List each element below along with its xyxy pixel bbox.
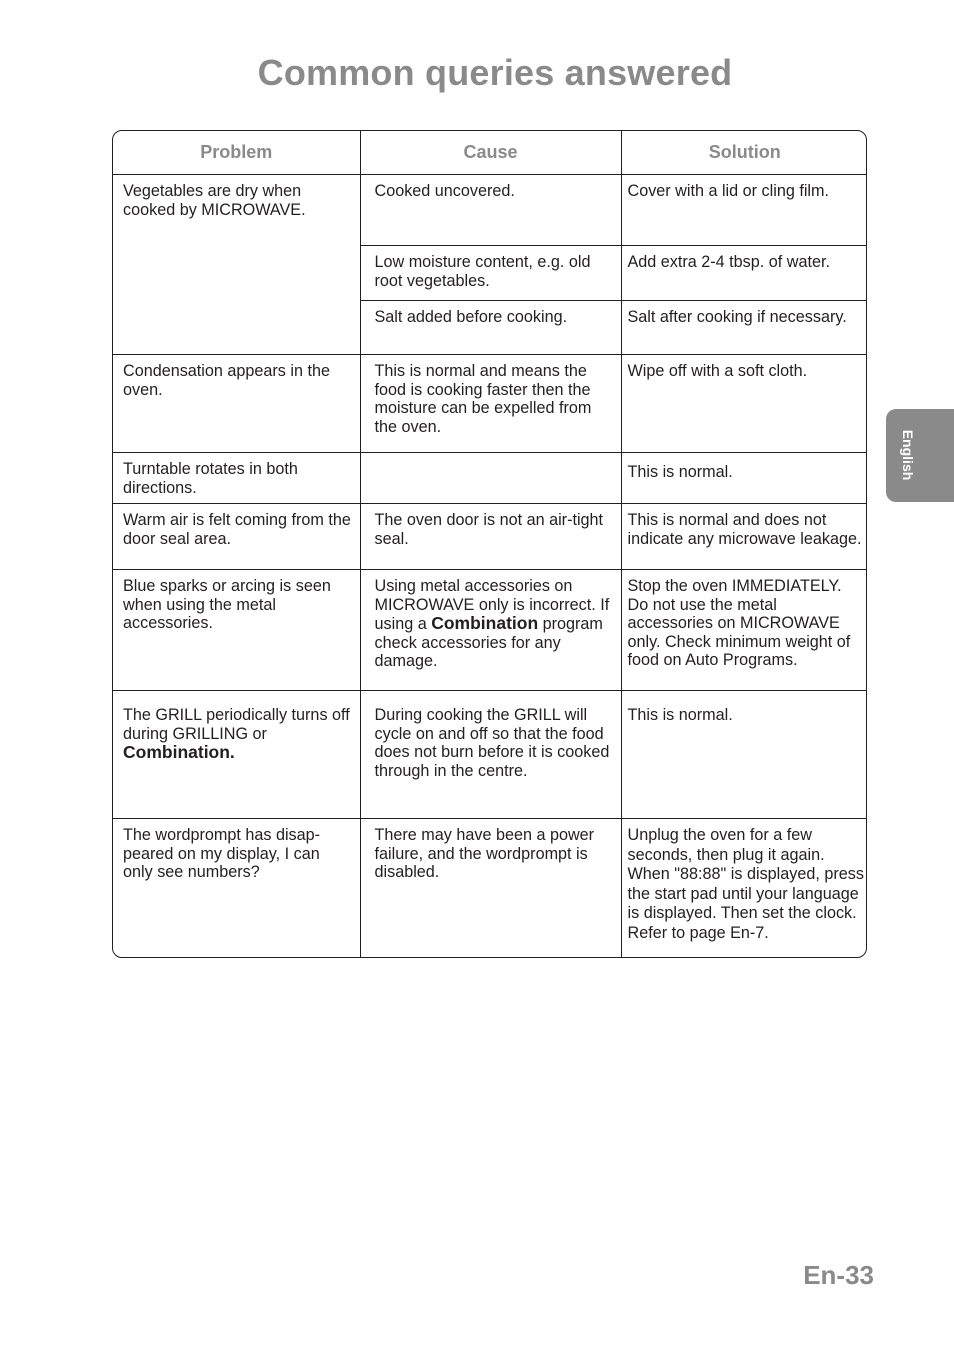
table-row: [113, 355, 867, 453]
combination-label: Combination.: [123, 742, 235, 763]
cause-text: program check accessories for any damage.: [374, 615, 603, 671]
solution-cell: This is normal.: [621, 453, 867, 504]
solution-cell: This is normal and does not indicate any microwave leakage.: [621, 504, 867, 570]
cause-cell: The oven door is not an air-tight seal.: [360, 504, 621, 570]
cause-cell: Salt added before cooking.: [360, 301, 621, 355]
header-problem: Problem: [113, 131, 360, 175]
problem-cell: [113, 691, 360, 819]
table-row: [113, 175, 867, 246]
table-header-row: [113, 131, 867, 175]
solution-cell: This is normal.: [621, 691, 867, 819]
table-row: [113, 570, 867, 691]
cause-cell: There may have been a power failure, and the wordprompt is disabled.: [360, 819, 621, 958]
problem-cell: Condensation appears in the oven.: [113, 355, 360, 453]
solution-cell: Add extra 2-4 tbsp. of water.: [621, 246, 867, 301]
solution-cell: Cover with a lid or cling film.: [621, 175, 867, 246]
table-row: [113, 819, 867, 958]
header-solution: Solution: [621, 131, 867, 175]
cause-text: Using metal accessories on MICROWAVE only is incorrect. If using a: [374, 577, 610, 634]
solution-cell: Stop the oven IMMEDIATELY. Do not use the metal accessories on MICROWAVE only. Check minimum weight of food on Auto Programs.: [621, 570, 867, 691]
problem-cell: Turntable rotates in both directions.: [113, 453, 360, 504]
queries-table: [113, 131, 867, 957]
solution-cell: Wipe off with a soft cloth.: [621, 355, 867, 453]
problem-text: The GRILL periodically turns off during GRILLING or: [123, 706, 350, 743]
cause-cell: This is normal and means the food is cooking faster then the moisture can be expelled from the oven.: [360, 355, 621, 453]
table-row: [113, 504, 867, 570]
problem-cell: The wordprompt has disap-peared on my display, I can only see numbers?: [113, 819, 360, 958]
problem-cell: Warm air is felt coming from the door seal area.: [113, 504, 360, 570]
cause-cell: [360, 453, 621, 504]
solution-cell: Unplug the oven for a few seconds, then plug it again. When "88:88" is displayed, press the start pad until your language is displayed. Then set the clock. Refer to page En-7.: [621, 819, 867, 958]
table-row: [113, 453, 867, 504]
page-number: En-33: [803, 1260, 874, 1290]
cause-cell: During cooking the GRILL will cycle on and off so that the food does not burn before it is cooked through in the centre.: [360, 691, 621, 819]
problem-cell: Blue sparks or arcing is seen when using the metal accessories.: [113, 570, 360, 691]
problem-cell: Vegetables are dry when cooked by MICROWAVE.: [113, 175, 360, 355]
table-row: [113, 691, 867, 819]
combination-label: Combination: [431, 613, 539, 634]
header-cause: Cause: [360, 131, 621, 175]
troubleshooting-table: [112, 130, 867, 958]
cause-cell: [360, 570, 621, 691]
language-tab-label: English: [900, 429, 916, 481]
solution-cell: Salt after cooking if necessary.: [621, 301, 867, 355]
language-tab: [886, 409, 954, 502]
page-title: Common queries answered: [257, 52, 733, 93]
cause-cell: Low moisture content, e.g. old root vegetables.: [360, 246, 621, 301]
cause-cell: Cooked uncovered.: [360, 175, 621, 246]
